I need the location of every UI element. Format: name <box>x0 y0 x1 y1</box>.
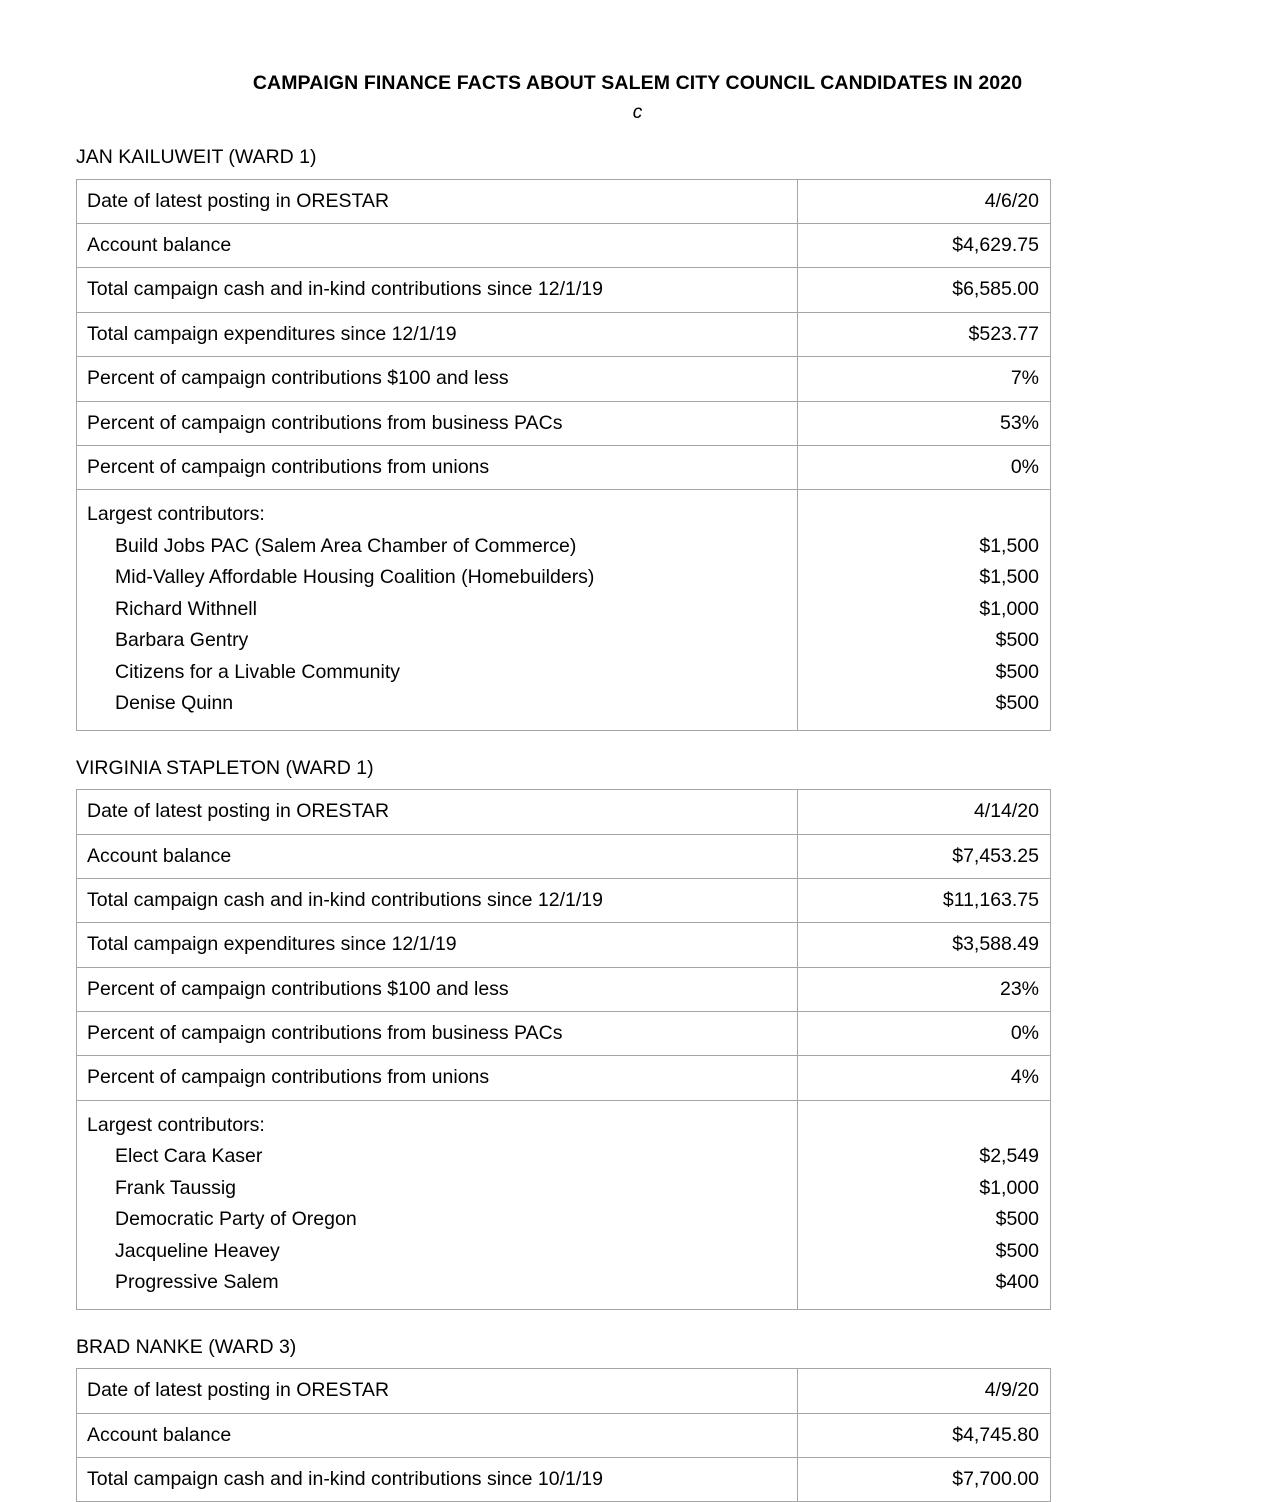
row-label: Account balance <box>77 1413 798 1457</box>
list-item: $1,500 <box>979 534 1039 557</box>
table-row <box>77 1369 1051 1413</box>
list-item: Mid-Valley Affordable Housing Coalition (Homebuilders) <box>115 566 595 589</box>
list-item: $2,549 <box>979 1145 1039 1168</box>
table-row <box>77 967 1051 1011</box>
list-item: Democratic Party of Oregon <box>115 1208 357 1231</box>
table-row <box>77 268 1051 312</box>
list-item: Build Jobs PAC (Salem Area Chamber of Commerce) <box>115 534 577 557</box>
row-value: $11,163.75 <box>798 878 1051 922</box>
table-row <box>77 790 1051 834</box>
candidate-section-jan-kailuweit <box>76 146 1275 731</box>
list-item: Frank Taussig <box>115 1176 237 1199</box>
contributors-heading: Largest contributors: <box>87 503 265 526</box>
table-row <box>77 1056 1051 1100</box>
table-row <box>77 445 1051 489</box>
row-label: Percent of campaign contributions from unions <box>77 1056 798 1100</box>
row-value: 0% <box>798 445 1051 489</box>
list-item: Richard Withnell <box>115 597 257 620</box>
table-row-contributors <box>77 1100 1051 1309</box>
contributor-name-list <box>87 531 787 720</box>
spacer <box>76 1359 1275 1368</box>
row-label: Percent of campaign contributions from business PACs <box>77 1012 798 1056</box>
candidate-name-heading: VIRGINIA STAPLETON (WARD 1) <box>76 756 374 779</box>
spacer <box>76 780 1275 789</box>
row-value: $7,453.25 <box>798 834 1051 878</box>
row-value: 0% <box>798 1012 1051 1056</box>
list-item: $500 <box>995 692 1039 715</box>
row-value: 23% <box>798 967 1051 1011</box>
table-row <box>77 312 1051 356</box>
table-row <box>77 834 1051 878</box>
contributor-amount-values <box>808 1141 1039 1299</box>
list-item: $500 <box>995 1208 1039 1231</box>
candidate-section-brad-nanke <box>76 1336 1275 1502</box>
row-label: Percent of campaign contributions from unions <box>77 445 798 489</box>
spacer <box>0 124 1275 146</box>
table-row <box>77 1457 1051 1501</box>
contributors-heading: Largest contributors: <box>87 1113 265 1136</box>
list-item: Denise Quinn <box>115 692 234 715</box>
row-label: Percent of campaign contributions from business PACs <box>77 401 798 445</box>
row-value: 4/6/20 <box>798 179 1051 223</box>
row-label: Total campaign cash and in-kind contributions since 12/1/19 <box>77 268 798 312</box>
row-value: $7,700.00 <box>798 1457 1051 1501</box>
candidate-section-virginia-stapleton <box>76 757 1275 1310</box>
contributor-amounts-cell <box>798 1100 1051 1309</box>
list-item: $1,000 <box>979 1176 1039 1199</box>
row-label: Total campaign expenditures since 12/1/19 <box>77 312 798 356</box>
page-subtitle: c <box>632 102 643 124</box>
row-label: Percent of campaign contributions $100 and less <box>77 357 798 401</box>
spacer <box>76 731 1275 757</box>
list-item: $500 <box>995 660 1039 683</box>
page-title: CAMPAIGN FINANCE FACTS ABOUT SALEM CITY COUNCIL CANDIDATES IN 2020 <box>252 72 1023 94</box>
amount-spacer <box>808 499 1039 531</box>
contributor-amounts-cell <box>798 490 1051 731</box>
contributor-amount-list <box>808 499 1039 531</box>
list-item: Citizens for a Livable Community <box>115 660 401 683</box>
table-row <box>77 1012 1051 1056</box>
table-row <box>77 878 1051 922</box>
row-label: Date of latest posting in ORESTAR <box>77 179 798 223</box>
contributor-amount-list <box>808 1110 1039 1142</box>
table-row <box>77 923 1051 967</box>
finance-table-jan-kailuweit <box>76 179 1051 731</box>
row-label: Percent of campaign contributions $100 and less <box>77 967 798 1011</box>
contributor-name-list <box>87 1141 787 1299</box>
contributors-cell <box>77 490 798 731</box>
row-label: Account balance <box>77 834 798 878</box>
table-row <box>77 1413 1051 1457</box>
row-label: Date of latest posting in ORESTAR <box>77 1369 798 1413</box>
table-row <box>77 179 1051 223</box>
spacer <box>76 1310 1275 1336</box>
candidate-sections <box>0 146 1275 1502</box>
row-value: 53% <box>798 401 1051 445</box>
candidate-name-heading: JAN KAILUWEIT (WARD 1) <box>76 146 317 169</box>
list-item: Barbara Gentry <box>115 629 249 652</box>
table-row <box>77 357 1051 401</box>
row-value: $523.77 <box>798 312 1051 356</box>
row-label: Total campaign cash and in-kind contributions since 10/1/19 <box>77 1457 798 1501</box>
list-item: Progressive Salem <box>115 1271 279 1294</box>
row-label: Total campaign expenditures since 12/1/19 <box>77 923 798 967</box>
contributors-cell <box>77 1100 798 1309</box>
row-value: 7% <box>798 357 1051 401</box>
list-item: $500 <box>995 1239 1039 1262</box>
candidate-name-heading: BRAD NANKE (WARD 3) <box>76 1335 297 1358</box>
row-value: $6,585.00 <box>798 268 1051 312</box>
row-value: $4,629.75 <box>798 224 1051 268</box>
row-label: Total campaign cash and in-kind contributions since 12/1/19 <box>77 878 798 922</box>
row-label: Account balance <box>77 224 798 268</box>
row-value: 4% <box>798 1056 1051 1100</box>
row-value: $4,745.80 <box>798 1413 1051 1457</box>
finance-table-virginia-stapleton <box>76 789 1051 1310</box>
list-item: Jacqueline Heavey <box>115 1239 280 1262</box>
table-row-contributors <box>77 490 1051 731</box>
list-item: $1,000 <box>979 597 1039 620</box>
list-item: $500 <box>995 629 1039 652</box>
row-value: $3,588.49 <box>798 923 1051 967</box>
list-item: $400 <box>995 1271 1039 1294</box>
contributor-amount-values <box>808 531 1039 720</box>
list-item: Elect Cara Kaser <box>115 1145 263 1168</box>
row-label: Date of latest posting in ORESTAR <box>77 790 798 834</box>
table-row <box>77 401 1051 445</box>
row-value: 4/14/20 <box>798 790 1051 834</box>
table-row <box>77 224 1051 268</box>
spacer <box>76 170 1275 179</box>
finance-table-brad-nanke <box>76 1368 1051 1502</box>
list-item: $1,500 <box>979 566 1039 589</box>
row-value: 4/9/20 <box>798 1369 1051 1413</box>
amount-spacer <box>808 1110 1039 1142</box>
